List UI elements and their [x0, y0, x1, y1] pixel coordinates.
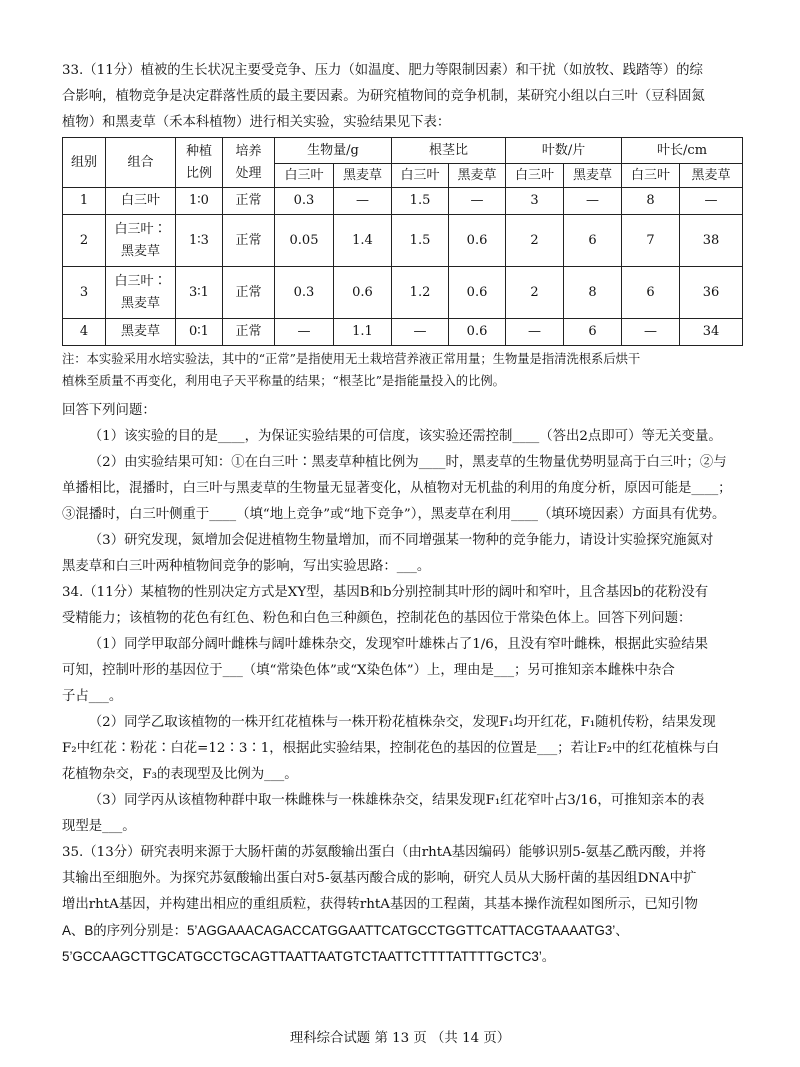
q34-part3 [62, 788, 742, 840]
q33-part2-line3: ③混播时，白三叶侧重于____（填“地上竞争”或“地下竞争”），黑麦草在利用____（填环境因素）方面具有优势。 [62, 507, 726, 522]
table-row [63, 188, 743, 215]
cell-ratio: 1∶3 [176, 215, 223, 267]
q35-primer-sequences [62, 918, 742, 970]
q34-part1 [62, 632, 742, 710]
subheader-ryegrass: 黑麦草 [564, 164, 622, 188]
q34-part2 [62, 710, 742, 788]
q34-part3-line1: （3）同学丙从该植物种群中取一株雌株与一株雄株杂交，结果发现F₁红花窄叶占3/16，可推知亲本的表 [88, 793, 705, 808]
q35-primer-b: 5’GCCAAGCTTGCATGCCTGCAGTTAATTAATGTCTAATTCTTTTATTTTGCTC3’。 [62, 949, 556, 964]
q35-intro-line1: 35.（13分）研究表明来源于大肠杆菌的苏氨酸输出蛋白（由rhtA基因编码）能够识别5-氨基乙酰丙酸，并将 [62, 845, 706, 860]
cell-leaflength-ryegrass: 38 [680, 215, 743, 267]
header-leaf-length: 叶长/cm [622, 138, 743, 164]
cell-biomass-ryegrass: — [334, 188, 392, 215]
cell-biomass-ryegrass: 1.4 [334, 215, 392, 267]
subheader-clover: 白三叶 [506, 164, 564, 188]
cell-combo-l2: 黑麦草 [120, 243, 160, 259]
cell-biomass-clover: 0.05 [275, 215, 334, 267]
q35-intro-line2: 其输出至细胞外。为探究苏氨酸输出蛋白对5-氨基丙酸合成的影响，研究人员从大肠杆菌的基因组DNA中扩 [62, 871, 697, 886]
cell-biomass-clover: — [275, 319, 334, 346]
cell-combo [106, 188, 176, 215]
cell-culture: 正常 [223, 188, 275, 215]
subheader-clover: 白三叶 [392, 164, 449, 188]
cell-root-clover: 1.2 [392, 267, 449, 319]
q34-intro-line2: 受精能力；该植物的花色有红色、粉色和白色三种颜色，控制花色的基因位于常染色体上。回答下列问题： [62, 611, 692, 626]
cell-combo [106, 215, 176, 267]
q34-part1-line3: 子占___。 [62, 689, 123, 704]
cell-culture: 正常 [223, 215, 275, 267]
cell-ratio: 3∶1 [176, 267, 223, 319]
cell-ratio: 1∶0 [176, 188, 223, 215]
q33-intro-line2: 合影响，植物竞争是决定群落性质的最主要因素。为研究植物间的竞争机制，某研究小组以白三叶（豆科固氮 [62, 89, 705, 104]
cell-leafcount-ryegrass: 6 [564, 215, 622, 267]
cell-group: 3 [63, 267, 106, 319]
header-combo: 组合 [106, 138, 176, 188]
q33-part3 [62, 528, 742, 580]
cell-biomass-ryegrass: 0.6 [334, 267, 392, 319]
cell-root-ryegrass: 0.6 [449, 215, 506, 267]
q34-part1-line2: 可知，控制叶形的基因位于___（填“常染色体”或“X染色体”）上，理由是___；另可推知亲本雌株中杂合 [62, 663, 675, 678]
cell-leafcount-clover: — [506, 319, 564, 346]
header-leaf-count: 叶数/片 [506, 138, 622, 164]
cell-root-clover: 1.5 [392, 188, 449, 215]
cell-culture: 正常 [223, 267, 275, 319]
subheader-ryegrass: 黑麦草 [334, 164, 392, 188]
cell-root-clover: — [392, 319, 449, 346]
cell-leaflength-ryegrass: 34 [680, 319, 743, 346]
cell-leafcount-ryegrass: 6 [564, 319, 622, 346]
q35-primer-a: A、B的序列分别是：5’AGGAAACAGACCATGGAATTCATGCCTGGTTCATTACGTAAAATG3’、 [62, 923, 629, 938]
cell-combo-l1: 白三叶 [120, 193, 160, 208]
header-ratio-l2: 比例 [185, 165, 212, 181]
q34-intro-line1: 34.（11分）某植物的性别决定方式是XY型，基因B和b分别控制其叶形的阔叶和窄叶，且含基因b的花粉没有 [62, 585, 709, 600]
cell-group: 1 [63, 188, 106, 215]
header-group: 组别 [63, 138, 106, 188]
subheader-ryegrass: 黑麦草 [449, 164, 506, 188]
subheader-clover: 白三叶 [622, 164, 680, 188]
cell-combo-l2: 黑麦草 [120, 295, 160, 311]
cell-leaflength-clover: 8 [622, 188, 680, 215]
table-row [63, 267, 743, 319]
cell-leaflength-ryegrass: — [680, 188, 743, 215]
note-line1: 注：本实验采用水培实验法，其中的“正常”是指使用无土栽培营养液正常用量；生物量是指清洗根系后烘干 [62, 352, 641, 366]
cell-leafcount-clover: 2 [506, 267, 564, 319]
q33-part2-line2: 单播相比，混播时，白三叶与黑麦草的生物量无显著变化，从植物对无机盐的利用的角度分析，原因可能是____； [62, 481, 732, 496]
q33-intro [62, 58, 742, 136]
q35-intro-line3: 增出rhtA基因，并构建出相应的重组质粒，获得转rhtA基因的工程菌，其基本操作流程如图所示，已知引物 [62, 897, 698, 912]
q33-part2-line1: （2）由实验结果可知：①在白三叶∶黑麦草种植比例为____时，黑麦草的生物量优势明显高于白三叶；②与 [88, 455, 727, 470]
cell-leaflength-clover: 7 [622, 215, 680, 267]
q33-results-table [62, 137, 743, 346]
header-culture [223, 138, 275, 188]
cell-leaflength-ryegrass: 36 [680, 267, 743, 319]
cell-root-ryegrass: — [449, 188, 506, 215]
cell-root-ryegrass: 0.6 [449, 319, 506, 346]
q34-part1-line1: （1）同学甲取部分阔叶雌株与阔叶雄株杂交，发现窄叶雄株占了1/6，且没有窄叶雌株，根据此实验结果 [88, 637, 709, 652]
page-footer: 理科综合试题 第 13 页 （共 14 页） [289, 1031, 511, 1046]
header-biomass: 生物量/g [275, 138, 392, 164]
q33-intro-line3: 植物）和黑麦草（禾本科植物）进行相关实验，实验结果见下表： [62, 115, 451, 130]
q33-part2 [62, 450, 742, 528]
cell-leafcount-clover: 3 [506, 188, 564, 215]
header-culture-l2: 处理 [235, 165, 262, 181]
cell-leaflength-clover: — [622, 319, 680, 346]
cell-biomass-ryegrass: 1.1 [334, 319, 392, 346]
q33-part3-line2: 黑麦草和白三叶两种植物间竞争的影响，写出实验思路：___。 [62, 559, 431, 574]
note-line2: 植株至质量不再变化，利用电子天平称量的结果；“根茎比”是指能量投入的比例。 [62, 374, 505, 388]
cell-combo [106, 267, 176, 319]
q34-part3-line2: 现型是___。 [62, 819, 136, 834]
q35-intro [62, 840, 742, 918]
cell-biomass-clover: 0.3 [275, 267, 334, 319]
subheader-ryegrass: 黑麦草 [680, 164, 743, 188]
table-row [63, 215, 743, 267]
q33-intro-line1: 33.（11分）植被的生长状况主要受竞争、压力（如温度、肥力等限制因素）和干扰（如放牧、践踏等）的综 [62, 63, 703, 78]
q33-answer-prompt: 回答下列问题： [62, 403, 156, 418]
q34-part2-line2: F₂中红花∶粉花∶白花=12∶3∶1，根据此实验结果，控制花色的基因的位置是___；若让F₂中的红花植株与白 [62, 741, 720, 756]
cell-combo-l1: 白三叶∶ [114, 273, 167, 289]
q34-part2-line3: 花植物杂交，F₃的表现型及比例为___。 [62, 767, 298, 782]
cell-biomass-clover: 0.3 [275, 188, 334, 215]
cell-leaflength-clover: 6 [622, 267, 680, 319]
header-ratio-l1: 种植 [185, 143, 212, 159]
cell-culture: 正常 [223, 319, 275, 346]
cell-combo [106, 319, 176, 346]
cell-root-clover: 1.5 [392, 215, 449, 267]
table-row [63, 319, 743, 346]
subheader-clover: 白三叶 [275, 164, 334, 188]
q34-part2-line1: （2）同学乙取该植物的一株开红花植株与一株开粉花植株杂交，发现F₁均开红花，F₁随机传粉，结果发现 [88, 715, 716, 730]
cell-group: 4 [63, 319, 106, 346]
cell-leafcount-clover: 2 [506, 215, 564, 267]
cell-combo-l1: 白三叶∶ [114, 221, 167, 237]
header-ratio [176, 138, 223, 188]
cell-leafcount-ryegrass: 8 [564, 267, 622, 319]
header-root-ratio: 根茎比 [392, 138, 506, 164]
header-culture-l1: 培养 [235, 143, 262, 159]
q33-part3-line1: （3）研究发现，氮增加会促进植物生物量增加，而不同增强某一物种的竞争能力，请设计实验探究施氮对 [88, 533, 714, 548]
cell-ratio: 0∶1 [176, 319, 223, 346]
cell-root-ryegrass: 0.6 [449, 267, 506, 319]
cell-group: 2 [63, 215, 106, 267]
q33-table-note [62, 348, 742, 392]
cell-leafcount-ryegrass: — [564, 188, 622, 215]
q33-part1: （1）该实验的目的是____，为保证实验结果的可信度，该实验还需控制____（答出2点即可）等无关变量。 [88, 429, 722, 444]
q34-intro [62, 580, 742, 632]
cell-combo-l1: 黑麦草 [120, 324, 160, 339]
